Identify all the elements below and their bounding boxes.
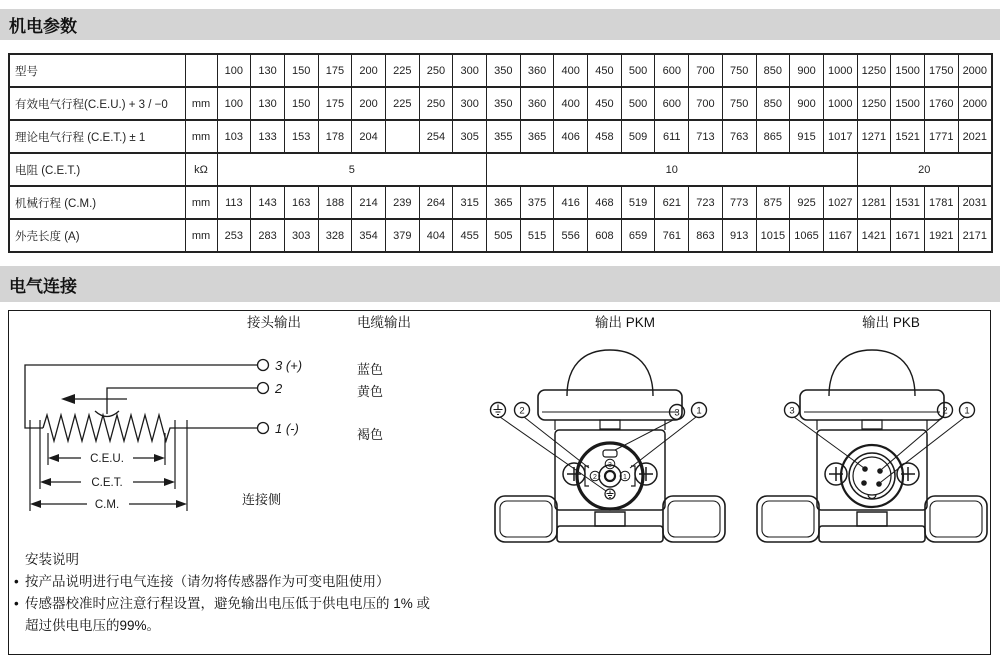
merged-value-cell: 10 — [487, 153, 858, 186]
value-cell: 2021 — [958, 120, 992, 153]
section-title-mech-label: 机电参数 — [9, 17, 77, 36]
value-cell: 1027 — [823, 186, 857, 219]
table-row — [9, 219, 992, 252]
pkm-callout-ground-symbol-icon — [494, 405, 503, 415]
value-cell: 113 — [217, 186, 251, 219]
value-cell: 458 — [588, 120, 622, 153]
value-cell: 200 — [352, 54, 386, 87]
pkb-foot-left-inner — [762, 501, 814, 537]
section-title-elec — [0, 266, 1000, 302]
value-cell: 355 — [487, 120, 521, 153]
value-cell: 1281 — [857, 186, 891, 219]
value-cell: 865 — [756, 120, 790, 153]
value-cell: 450 — [588, 54, 622, 87]
value-cell: 1250 — [857, 54, 891, 87]
pkm-top-bar — [538, 390, 682, 420]
connection-side-label: 连接侧 — [242, 492, 282, 507]
ceu-dim-label: C.E.U. — [90, 453, 124, 465]
unit-cell: mm — [185, 219, 217, 252]
value-cell: 925 — [790, 186, 824, 219]
pkb-connector-diagram — [748, 338, 998, 550]
pkm-pin-right-bracket — [631, 466, 635, 486]
pkm-leader-ground — [500, 417, 606, 491]
value-cell: 264 — [419, 186, 453, 219]
value-cell: 750 — [722, 54, 756, 87]
value-cell: 608 — [588, 219, 622, 252]
value-cell: 455 — [453, 219, 487, 252]
value-cell: 365 — [520, 120, 554, 153]
value-cell: 100 — [217, 54, 251, 87]
resistor-zigzag — [43, 415, 257, 441]
value-cell: 1000 — [823, 87, 857, 120]
pkb-foot-left — [757, 496, 819, 542]
value-cell: 360 — [520, 87, 554, 120]
value-cell: 913 — [722, 219, 756, 252]
pkm-pin-top-label: 3 — [608, 461, 612, 469]
value-cell: 133 — [251, 120, 285, 153]
value-cell: 404 — [419, 219, 453, 252]
pkb-pin-2 — [877, 468, 883, 474]
table-row — [9, 120, 992, 153]
value-cell: 611 — [655, 120, 689, 153]
value-cell: 100 — [217, 87, 251, 120]
value-cell: 1421 — [857, 219, 891, 252]
installation-notes — [14, 549, 430, 637]
pkb-foot-right — [925, 496, 987, 542]
wire-terminal-2 — [107, 388, 257, 414]
row-label: 电阻 (C.E.T.) — [9, 153, 185, 186]
value-cell: 750 — [722, 87, 756, 120]
value-cell: 400 — [554, 87, 588, 120]
value-cell: 188 — [318, 186, 352, 219]
note-text: 超过供电电压的99%。 — [25, 618, 161, 633]
merged-value-cell: 20 — [857, 153, 992, 186]
pkm-foot-left — [495, 496, 557, 542]
value-cell: 1017 — [823, 120, 857, 153]
value-cell: 354 — [352, 219, 386, 252]
value-cell: 200 — [352, 87, 386, 120]
pkm-connector-diagram — [475, 338, 735, 550]
value-cell: 700 — [689, 54, 723, 87]
pkm-top-tab — [600, 420, 620, 429]
table-row — [9, 153, 992, 186]
cet-arrow-left-icon — [40, 478, 51, 486]
value-cell: 621 — [655, 186, 689, 219]
value-cell: 875 — [756, 186, 790, 219]
value-cell: 130 — [251, 54, 285, 87]
note-text: 传感器校准时应注意行程设置，避免输出电压低于供电电压的 1% 或 — [25, 596, 431, 611]
value-cell: 2031 — [958, 186, 992, 219]
value-cell: 225 — [385, 87, 419, 120]
value-cell: 850 — [756, 87, 790, 120]
value-cell: 178 — [318, 120, 352, 153]
pkm-foot-right-inner — [668, 501, 720, 537]
value-cell: 204 — [352, 120, 386, 153]
row-label: 外壳长度 (A) — [9, 219, 185, 252]
pkb-leader-3 — [794, 417, 864, 468]
value-cell: 850 — [756, 54, 790, 87]
pkb-callout-1-label: 1 — [964, 405, 970, 417]
value-cell: 283 — [251, 219, 285, 252]
terminal-2-label: 2 — [275, 381, 283, 396]
table-row — [9, 87, 992, 120]
value-cell: 400 — [554, 54, 588, 87]
wiper-arrow-head-icon — [61, 394, 75, 404]
value-cell: 239 — [385, 186, 419, 219]
pkb-pin-1 — [876, 481, 882, 487]
value-cell: 360 — [520, 54, 554, 87]
cable-color-blue: 蓝色 — [357, 362, 384, 377]
pkb-callout-3-label: 3 — [789, 405, 795, 417]
value-cell: 515 — [520, 219, 554, 252]
cable-color-brown: 褐色 — [357, 427, 384, 442]
potentiometer-schematic — [15, 348, 455, 526]
pkb-foot-right-inner — [930, 501, 982, 537]
value-cell: 505 — [487, 219, 521, 252]
pkm-foot-right — [663, 496, 725, 542]
value-cell: 1521 — [891, 120, 925, 153]
value-cell: 500 — [621, 54, 655, 87]
pkb-leader-2 — [882, 417, 943, 469]
pkb-bottom-tab — [857, 512, 887, 526]
unit-cell — [185, 54, 217, 87]
cet-dim-label: C.E.T. — [91, 477, 123, 489]
output-pkb-header: 输出 PKB — [862, 315, 920, 330]
pkb-top-bar — [800, 390, 944, 420]
pkb-callout-2-label: 2 — [942, 405, 948, 417]
value-cell: 2000 — [958, 54, 992, 87]
value-cell: 379 — [385, 219, 419, 252]
cm-arrow-left-icon — [30, 500, 41, 508]
pkb-dome — [829, 350, 915, 396]
bullet-icon: • — [14, 596, 19, 611]
value-cell: 303 — [284, 219, 318, 252]
pkm-callout-1-label: 1 — [696, 405, 702, 417]
value-cell: 416 — [554, 186, 588, 219]
unit-cell: mm — [185, 87, 217, 120]
value-cell: 1750 — [924, 54, 958, 87]
unit-cell: mm — [185, 186, 217, 219]
value-cell: 713 — [689, 120, 723, 153]
value-cell: 1921 — [924, 219, 958, 252]
value-cell: 773 — [722, 186, 756, 219]
pkm-pin-right-label: 1 — [623, 473, 627, 481]
value-cell: 1771 — [924, 120, 958, 153]
value-cell: 350 — [487, 54, 521, 87]
value-cell: 214 — [352, 186, 386, 219]
value-cell: 300 — [453, 54, 487, 87]
value-cell: 1500 — [891, 54, 925, 87]
unit-cell: kΩ — [185, 153, 217, 186]
pkm-bottom-bar — [557, 526, 663, 542]
value-cell: 250 — [419, 87, 453, 120]
row-label: 理论电气行程 (C.E.T.) ± 1 — [9, 120, 185, 153]
bullet-icon: • — [14, 574, 19, 589]
value-cell: 600 — [655, 87, 689, 120]
value-cell: 130 — [251, 87, 285, 120]
pkm-pin-ground-symbol-icon — [607, 491, 614, 498]
terminal-1-label: 1 (-) — [275, 421, 299, 436]
value-cell: 1671 — [891, 219, 925, 252]
ceu-arrow-left-icon — [48, 454, 59, 462]
pkm-pin-top-slot — [603, 450, 617, 457]
pkm-callout-2-label: 2 — [519, 405, 525, 417]
value-cell: 315 — [453, 186, 487, 219]
pkm-center-pin — [605, 471, 615, 481]
value-cell: 450 — [588, 87, 622, 120]
connector-output-header: 接头输出 — [247, 315, 301, 330]
value-cell: 659 — [621, 219, 655, 252]
parameters-table-body — [9, 54, 992, 252]
value-cell: 375 — [520, 186, 554, 219]
value-cell: 175 — [318, 54, 352, 87]
terminal-3-circle — [258, 360, 269, 371]
value-cell: 519 — [621, 186, 655, 219]
note-line — [14, 593, 430, 615]
pkm-callout-3-label: 3 — [674, 407, 680, 419]
pkm-foot-left-inner — [500, 501, 552, 537]
value-cell: 1065 — [790, 219, 824, 252]
value-cell: 468 — [588, 186, 622, 219]
value-cell: 150 — [284, 54, 318, 87]
unit-cell: mm — [185, 120, 217, 153]
table-row — [9, 54, 992, 87]
terminal-2-circle — [258, 383, 269, 394]
value-cell: 500 — [621, 87, 655, 120]
value-cell: 761 — [655, 219, 689, 252]
value-cell: 1271 — [857, 120, 891, 153]
value-cell: 1781 — [924, 186, 958, 219]
pkm-bottom-tab — [595, 512, 625, 526]
pkb-leader-1 — [881, 417, 965, 482]
value-cell: 300 — [453, 87, 487, 120]
pkb-pin-3 — [862, 466, 868, 472]
value-cell: 175 — [318, 87, 352, 120]
notes-heading: 安装说明 — [25, 552, 79, 567]
value-cell: 253 — [217, 219, 251, 252]
pkm-dome — [567, 350, 653, 396]
parameters-table — [8, 53, 993, 253]
value-cell: 700 — [689, 87, 723, 120]
output-pkm-header: 输出 PKM — [594, 315, 655, 330]
value-cell — [385, 120, 419, 153]
value-cell: 1760 — [924, 87, 958, 120]
value-cell: 1531 — [891, 186, 925, 219]
value-cell: 2000 — [958, 87, 992, 120]
value-cell: 556 — [554, 219, 588, 252]
merged-value-cell: 5 — [217, 153, 487, 186]
value-cell: 103 — [217, 120, 251, 153]
value-cell: 509 — [621, 120, 655, 153]
note-line — [14, 571, 430, 593]
value-cell: 153 — [284, 120, 318, 153]
row-label: 型号 — [9, 54, 185, 87]
value-cell: 305 — [453, 120, 487, 153]
cm-arrow-right-icon — [176, 500, 187, 508]
value-cell: 365 — [487, 186, 521, 219]
value-cell: 1000 — [823, 54, 857, 87]
value-cell: 900 — [790, 87, 824, 120]
pkb-pin-4 — [861, 480, 867, 486]
value-cell: 1500 — [891, 87, 925, 120]
pkb-bottom-bar — [819, 526, 925, 542]
value-cell: 1015 — [756, 219, 790, 252]
row-label: 有效电气行程(C.E.U.) + 3 / −0 — [9, 87, 185, 120]
value-cell: 250 — [419, 54, 453, 87]
table-row — [9, 186, 992, 219]
terminal-1-circle — [258, 423, 269, 434]
value-cell: 723 — [689, 186, 723, 219]
section-title-elec-label: 电气连接 — [9, 276, 77, 296]
pkb-socket-inner-circle — [853, 457, 891, 495]
value-cell: 600 — [655, 54, 689, 87]
pkb-top-tab — [862, 420, 882, 429]
value-cell: 254 — [419, 120, 453, 153]
value-cell: 143 — [251, 186, 285, 219]
value-cell: 763 — [722, 120, 756, 153]
section-title-mech — [0, 9, 1000, 40]
pkb-socket-outer-circle — [841, 445, 903, 507]
cet-arrow-right-icon — [164, 478, 175, 486]
value-cell: 163 — [284, 186, 318, 219]
value-cell: 915 — [790, 120, 824, 153]
pkm-pin-left-bracket — [585, 466, 589, 486]
value-cell: 350 — [487, 87, 521, 120]
terminal-3-label: 3 (+) — [275, 358, 303, 373]
value-cell: 406 — [554, 120, 588, 153]
cm-dim-label: C.M. — [94, 499, 120, 511]
value-cell: 328 — [318, 219, 352, 252]
cable-color-yellow: 黄色 — [357, 384, 384, 399]
value-cell: 863 — [689, 219, 723, 252]
cable-output-header: 电缆输出 — [357, 315, 411, 330]
value-cell: 225 — [385, 54, 419, 87]
value-cell: 1167 — [823, 219, 857, 252]
note-line — [25, 615, 430, 637]
value-cell: 900 — [790, 54, 824, 87]
ceu-arrow-right-icon — [154, 454, 165, 462]
row-label: 机械行程 (C.M.) — [9, 186, 185, 219]
value-cell: 150 — [284, 87, 318, 120]
value-cell: 2171 — [958, 219, 992, 252]
pkm-pin-left-label: 2 — [593, 473, 597, 481]
note-text: 按产品说明进行电气连接（请勿将传感器作为可变电阻使用） — [25, 574, 390, 589]
value-cell: 1250 — [857, 87, 891, 120]
